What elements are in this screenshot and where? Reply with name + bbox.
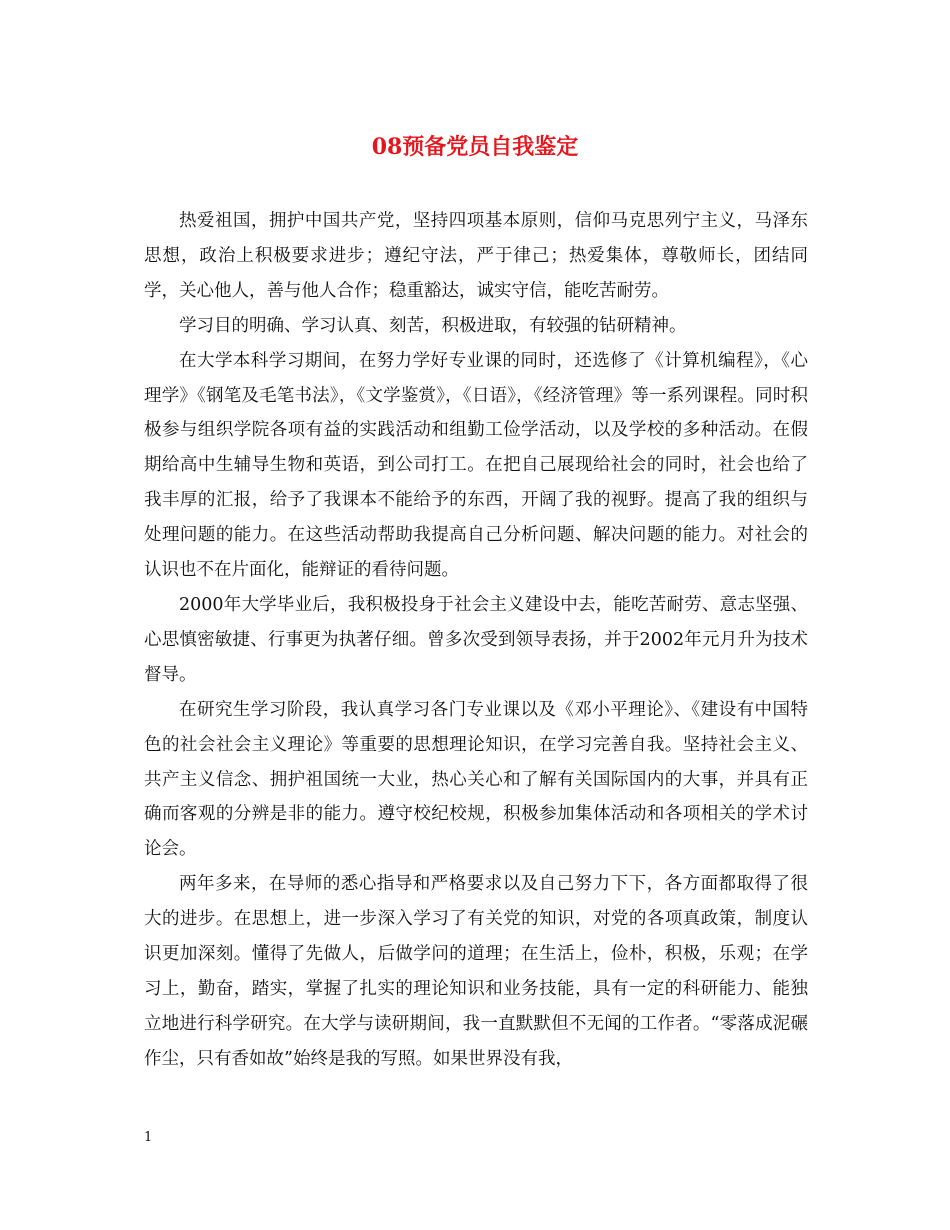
document-body (144, 204, 808, 1077)
document-title: 08预备党员自我鉴定 (371, 134, 579, 160)
paragraph-1: 热爱祖国，拥护中国共产党，坚持四项基本原则，信仰马克思列宁主义，马泽东思想，政治上积极要求进步；遵纪守法，严于律己；热爱集体，尊敬师长，团结同学，关心他人，善与他人合作；稳重豁达，诚实守信，能吃苦耐劳。 (144, 211, 808, 301)
paragraph-4: 2000年大学毕业后，我积极投身于社会主义建设中去，能吃苦耐劳、意志坚强、心思慎密敏捷、行事更为执著仔细。曾多次受到领导表扬，并于2002年元月升为技术督导。 (144, 594, 808, 685)
page-number: 1 (144, 1130, 153, 1145)
paragraph-3: 在大学本科学习期间，在努力学好专业课的同时，还选修了《计算机编程》，《心理学》《钢笔及毛笔书法》，《文学鉴赏》，《日语》，《经济管理》等一系列课程。同时积极参与组织学院各项有益的实践活动和组勤工俭学活动，以及学校的多种活动。在假期给高中生辅导生物和英语，到公司打工。在把自己展现给社会的同时，社会也给了我丰厚的汇报，给予了我课本不能给予的东西，开阔了我的视野。提高了我的组织与处理问题的能力。在这些活动帮助我提高自己分析问题、解决问题的能力。对社会的认识也不在片面化，能辩证的看待问题。 (144, 350, 808, 581)
paragraph-2: 学习目的明确、学习认真、刻苦，积极进取，有较强的钻研精神。 (179, 315, 687, 336)
paragraph-6: 两年多来，在导师的悉心指导和严格要求以及自己努力下下，各方面都取得了很大的进步。在思想上，进一步深入学习了有关党的知识，对党的各项真政策，制度认识更加深刻。懂得了先做人，后做学问的道理；在生活上，俭朴，积极，乐观；在学习上，勤奋，踏实，掌握了扎实的理论知识和业务技能，具有一定的科研能力、能独立地进行科学研究。在大学与读研期间，我一直默默但不无闻的工作者。“零落成泥碾作尘，只有香如故”始终是我的写照。如果世界没有我， (144, 874, 808, 1069)
paragraph-5: 在研究生学习阶段，我认真学习各门专业课以及《邓小平理论》、《建设有中国特色的社会社会主义理论》等重要的思想理论知识，在学习完善自我。坚持社会主义、共产主义信念、拥护祖国统一大业，热心关心和了解有关国际国内的大事，并具有正确而客观的分辨是非的能力。遵守校纪校规，积极参加集体活动和各项相关的学术讨论会。 (144, 699, 808, 860)
